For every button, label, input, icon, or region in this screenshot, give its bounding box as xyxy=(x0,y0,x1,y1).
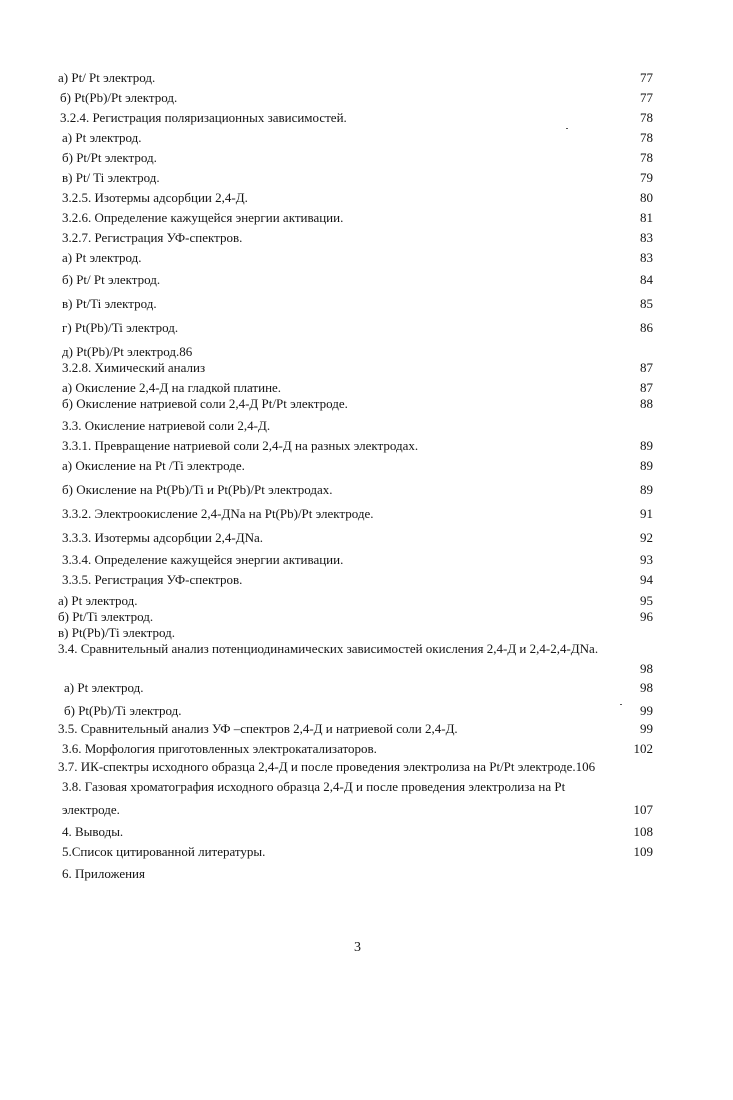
toc-entry-page: 84 xyxy=(640,272,653,287)
toc-entry xyxy=(62,170,653,185)
toc-entry-label: 3.2.5. Изотермы адсорбции 2,4-Д. xyxy=(62,190,248,205)
toc-entry-page: 77 xyxy=(640,70,653,85)
toc-entry-page: 78 xyxy=(640,110,653,125)
toc-entry-page: 89 xyxy=(640,458,653,473)
toc-entry xyxy=(58,721,653,736)
toc-entry-label: а) Pt/ Pt электрод. xyxy=(58,70,156,85)
toc-entry-page: 83 xyxy=(640,250,653,265)
toc-entry xyxy=(62,552,653,567)
toc-entry-label: в) Pt/ Ti электрод. xyxy=(62,170,160,185)
toc-entry-label: 4. Выводы. xyxy=(62,824,124,839)
toc-entry-page: 81 xyxy=(640,210,653,225)
toc-entry xyxy=(62,272,653,287)
toc-entry xyxy=(62,360,653,375)
toc-entry-label: а) Pt электрод. xyxy=(62,130,142,145)
toc-entry-label: б) Pt(Pb)/Pt электрод. xyxy=(60,90,178,105)
toc-entry-label: 5.Список цитированной литературы. xyxy=(62,844,266,859)
toc-entry xyxy=(62,418,653,433)
page-number: 3 xyxy=(354,940,361,955)
toc-entry-page: 92 xyxy=(640,530,653,545)
scan-speck xyxy=(620,704,622,705)
scan-speck xyxy=(566,128,568,129)
toc-entry xyxy=(58,609,653,624)
toc-entry-page: 86 xyxy=(640,320,653,335)
toc-entry-page: 89 xyxy=(640,438,653,453)
toc-entry xyxy=(62,380,653,395)
toc-entry-label: 3.2.6. Определение кажущейся энергии активации. xyxy=(62,210,344,225)
toc-entry-label: электроде. xyxy=(62,802,120,817)
toc-entry-label: 3.7. ИК-спектры исходного образца 2,4-Д и после проведения электролиза на Pt/Pt электроде.106 xyxy=(58,759,596,774)
toc-entry xyxy=(62,250,653,265)
toc-entry-label: 3.2.4. Регистрация поляризационных зависимостей. xyxy=(60,110,347,125)
toc-entry xyxy=(62,530,653,545)
toc-entry-label: а) Pt электрод. xyxy=(64,680,144,695)
toc-entry-page: 109 xyxy=(633,844,653,859)
toc-entry-label: г) Pt(Pb)/Ti электрод. xyxy=(62,320,179,335)
toc-entry-label: б) Окисление на Pt(Pb)/Ti и Pt(Pb)/Pt электродах. xyxy=(62,482,333,497)
toc-entry-label: д) Pt(Pb)/Pt электрод.86 xyxy=(62,344,193,359)
toc-entry xyxy=(62,396,653,411)
toc-entry xyxy=(60,110,653,125)
toc-entry xyxy=(62,190,653,205)
toc-entry xyxy=(58,759,653,774)
toc-entry-label: 3.2.8. Химический анализ xyxy=(62,360,206,375)
toc-entry-page: 102 xyxy=(633,741,653,756)
toc-entry-label: а) Окисление на Pt /Ti электроде. xyxy=(62,458,245,473)
toc-entry xyxy=(62,458,653,473)
toc-entry-label: 3.3.1. Превращение натриевой соли 2,4-Д на разных электродах. xyxy=(62,438,419,453)
toc-entry-page: 79 xyxy=(640,170,653,185)
toc-entry-label: в) Pt(Pb)/Ti электрод. xyxy=(58,625,175,640)
toc-entry xyxy=(58,661,653,676)
toc-entry xyxy=(62,572,653,587)
toc-entry-page: 95 xyxy=(640,593,653,608)
toc-entry-page: 80 xyxy=(640,190,653,205)
toc-entry xyxy=(62,866,653,881)
toc-entry-page: 78 xyxy=(640,130,653,145)
toc-entry-label: 3.3.5. Регистрация УФ-спектров. xyxy=(62,572,243,587)
toc-entry xyxy=(62,824,653,839)
toc-entry-label: б) Окисление натриевой соли 2,4-Д Pt/Pt электроде. xyxy=(62,396,348,411)
toc-entry xyxy=(62,230,653,245)
toc-entry-page: 93 xyxy=(640,552,653,567)
toc-entry-label: 3.3. Окисление натриевой соли 2,4-Д. xyxy=(62,418,271,433)
toc-entry-page: 88 xyxy=(640,396,653,411)
toc-entry-page: 99 xyxy=(640,721,653,736)
toc-entry-page: 99 xyxy=(640,703,653,718)
toc-entry-label: 3.5. Сравнительный анализ УФ –спектров 2,4-Д и натриевой соли 2,4-Д. xyxy=(58,721,458,736)
toc-entry xyxy=(62,210,653,225)
toc-entry xyxy=(64,703,653,718)
toc-entry xyxy=(62,438,653,453)
toc-entry-label: б) Pt/ Pt электрод. xyxy=(62,272,161,287)
toc-entry-page: 98 xyxy=(640,661,653,676)
toc-entry-page: 87 xyxy=(640,380,653,395)
toc-entry-page: 83 xyxy=(640,230,653,245)
toc-entry-page: 85 xyxy=(640,296,653,311)
toc-entry-page: 108 xyxy=(633,824,653,839)
toc-entry xyxy=(62,802,653,817)
toc-entry xyxy=(62,130,653,145)
toc-entry-label: 3.8. Газовая хроматография исходного образца 2,4-Д и после проведения электролиза на Pt xyxy=(62,779,566,794)
toc-entry xyxy=(62,296,653,311)
toc-entry-label: 3.4. Сравнительный анализ потенциодинамических зависимостей окисления 2,4-Д и 2,4-2,4-ДNa. xyxy=(58,641,599,656)
toc-entry-label: 3.3.4. Определение кажущейся энергии активации. xyxy=(62,552,344,567)
toc-entry xyxy=(62,320,653,335)
toc-entry-label: б) Pt/Pt электрод. xyxy=(62,150,157,165)
toc-entry xyxy=(62,344,653,359)
toc-entry-page: 94 xyxy=(640,572,653,587)
toc-entry xyxy=(62,482,653,497)
toc-entry-page: 77 xyxy=(640,90,653,105)
toc-entry-label: а) Окисление 2,4-Д на гладкой платине. xyxy=(62,380,282,395)
toc-entry-page: 107 xyxy=(633,802,653,817)
toc-entry-label: а) Pt электрод. xyxy=(62,250,142,265)
toc-entry-label: 3.2.7. Регистрация УФ-спектров. xyxy=(62,230,243,245)
toc-entry xyxy=(62,779,653,794)
toc-entry xyxy=(58,593,653,608)
toc-entry xyxy=(64,680,653,695)
toc-entry xyxy=(62,844,653,859)
toc-entry-label: в) Pt/Ti электрод. xyxy=(62,296,157,311)
toc-entry-page: 89 xyxy=(640,482,653,497)
toc-entry-page: 96 xyxy=(640,609,653,624)
toc-entry xyxy=(58,641,653,656)
toc-entry xyxy=(58,70,653,85)
toc-entry xyxy=(58,625,653,640)
toc-entry-label: б) Pt/Ti электрод. xyxy=(58,609,154,624)
toc-entry xyxy=(60,90,653,105)
toc-entry-label: а) Pt электрод. xyxy=(58,593,138,608)
toc-entry xyxy=(62,506,653,521)
toc-entry xyxy=(62,741,653,756)
toc-entry-page: 98 xyxy=(640,680,653,695)
toc-entry xyxy=(62,150,653,165)
toc-entry-label: 3.6. Морфология приготовленных электрокатализаторов. xyxy=(62,741,377,756)
toc-entry-page: 91 xyxy=(640,506,653,521)
toc-entry-label: 3.3.2. Электроокисление 2,4-ДNa на Pt(Pb)/Pt электроде. xyxy=(62,506,374,521)
toc-entry-page: 87 xyxy=(640,360,653,375)
toc-entry-page: 78 xyxy=(640,150,653,165)
toc-entry-label: б) Pt(Pb)/Ti электрод. xyxy=(64,703,182,718)
toc-entry-label: 3.3.3. Изотермы адсорбции 2,4-ДNa. xyxy=(62,530,263,545)
toc-entry-label: 6. Приложения xyxy=(62,866,145,881)
